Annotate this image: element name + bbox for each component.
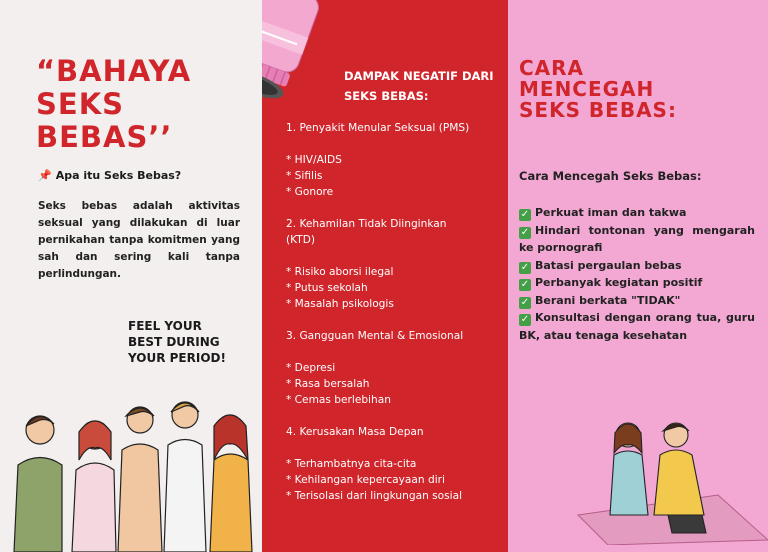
section-heading: 3. Gangguan Mental & Emosional [286,330,464,342]
section-heading: (KTD) [286,234,316,246]
main-title [36,55,191,154]
title-line: BEBAS’’ [36,120,173,154]
impact-list [286,120,502,504]
list-item: ✓ Batasi pergaulan bebas [520,258,682,273]
check-icon: ✓ [520,226,530,238]
list-item: ✓ Hindari tontonan yang mengarah ke pornografi [519,223,755,254]
check-icon: ✓ [520,209,530,220]
middle-panel [262,0,508,552]
section-heading: 2. Kehamilan Tidak Diinginkan [286,218,447,230]
list-item: * Masalah psikologis [286,298,394,310]
prevention-heading: Cara Mencegah Seks Bebas: [519,169,702,183]
check-icon: ✓ [520,296,530,308]
title-line: SEKS [36,87,125,121]
middle-title-line: DAMPAK NEGATIF DARI [344,69,494,83]
middle-title-line: SEKS BEBAS: [344,89,429,103]
list-item: * Gonore [286,186,334,198]
slogan-line: BEST DURING [128,335,220,349]
question-text: Apa itu Seks Bebas? [55,169,182,182]
check-icon: ✓ [520,261,530,273]
right-title-line: MENCEGAH [519,77,655,101]
middle-title [344,66,494,106]
list-item: * Terhambatnya cita-cita [286,458,417,470]
couple-illustration [568,405,768,545]
check-icon: ✓ [520,314,530,325]
friends-group-illustration [0,390,262,552]
list-item: ✓ Perbanyak kegiatan positif [520,276,703,290]
left-panel [0,0,262,552]
list-item: * Cemas berlebihan [286,394,391,406]
slogan-line: YOUR PERIOD! [128,351,226,365]
list-item: ✓ Konsultasi dengan orang tua, guru BK, atau tenaga kesehatan [519,311,755,342]
thermos-illustration [262,0,320,114]
section-heading: 1. Penyakit Menular Seksual (PMS) [286,122,470,134]
list-item: * HIV/AIDS [286,154,342,166]
list-item: * Putus sekolah [286,282,368,294]
list-item: * Terisolasi dari lingkungan sosial [286,490,463,502]
section-heading: 4. Kerusakan Masa Depan [286,426,424,438]
question-heading [38,169,181,182]
right-title-line: SEKS BEBAS: [519,98,677,122]
definition-text: Seks bebas adalah aktivitas seksual yang dilakukan di luar pernikahan tanpa komitmen yang sah dan sering kali tanpa perlindungan. [38,200,240,280]
list-item: * Rasa bersalah [286,378,370,390]
prevention-list [519,204,755,344]
title-line: “BAHAYA [36,54,192,88]
list-item: * Depresi [286,362,336,374]
list-item: * Sifilis [286,170,323,182]
right-panel [508,0,768,552]
list-item: ✓ Perkuat iman dan takwa [520,206,687,220]
pushpin-icon: 📌 [38,169,52,182]
right-title [519,58,677,121]
list-item: * Risiko aborsi ilegal [286,266,394,278]
list-item: * Kehilangan kepercayaan diri [286,474,445,486]
list-item: ✓ Berani berkata "TIDAK" [520,293,681,308]
slogan [128,318,226,366]
right-title-line: CARA [519,56,585,80]
check-icon: ✓ [520,279,530,290]
slogan-line: FEEL YOUR [128,319,202,333]
